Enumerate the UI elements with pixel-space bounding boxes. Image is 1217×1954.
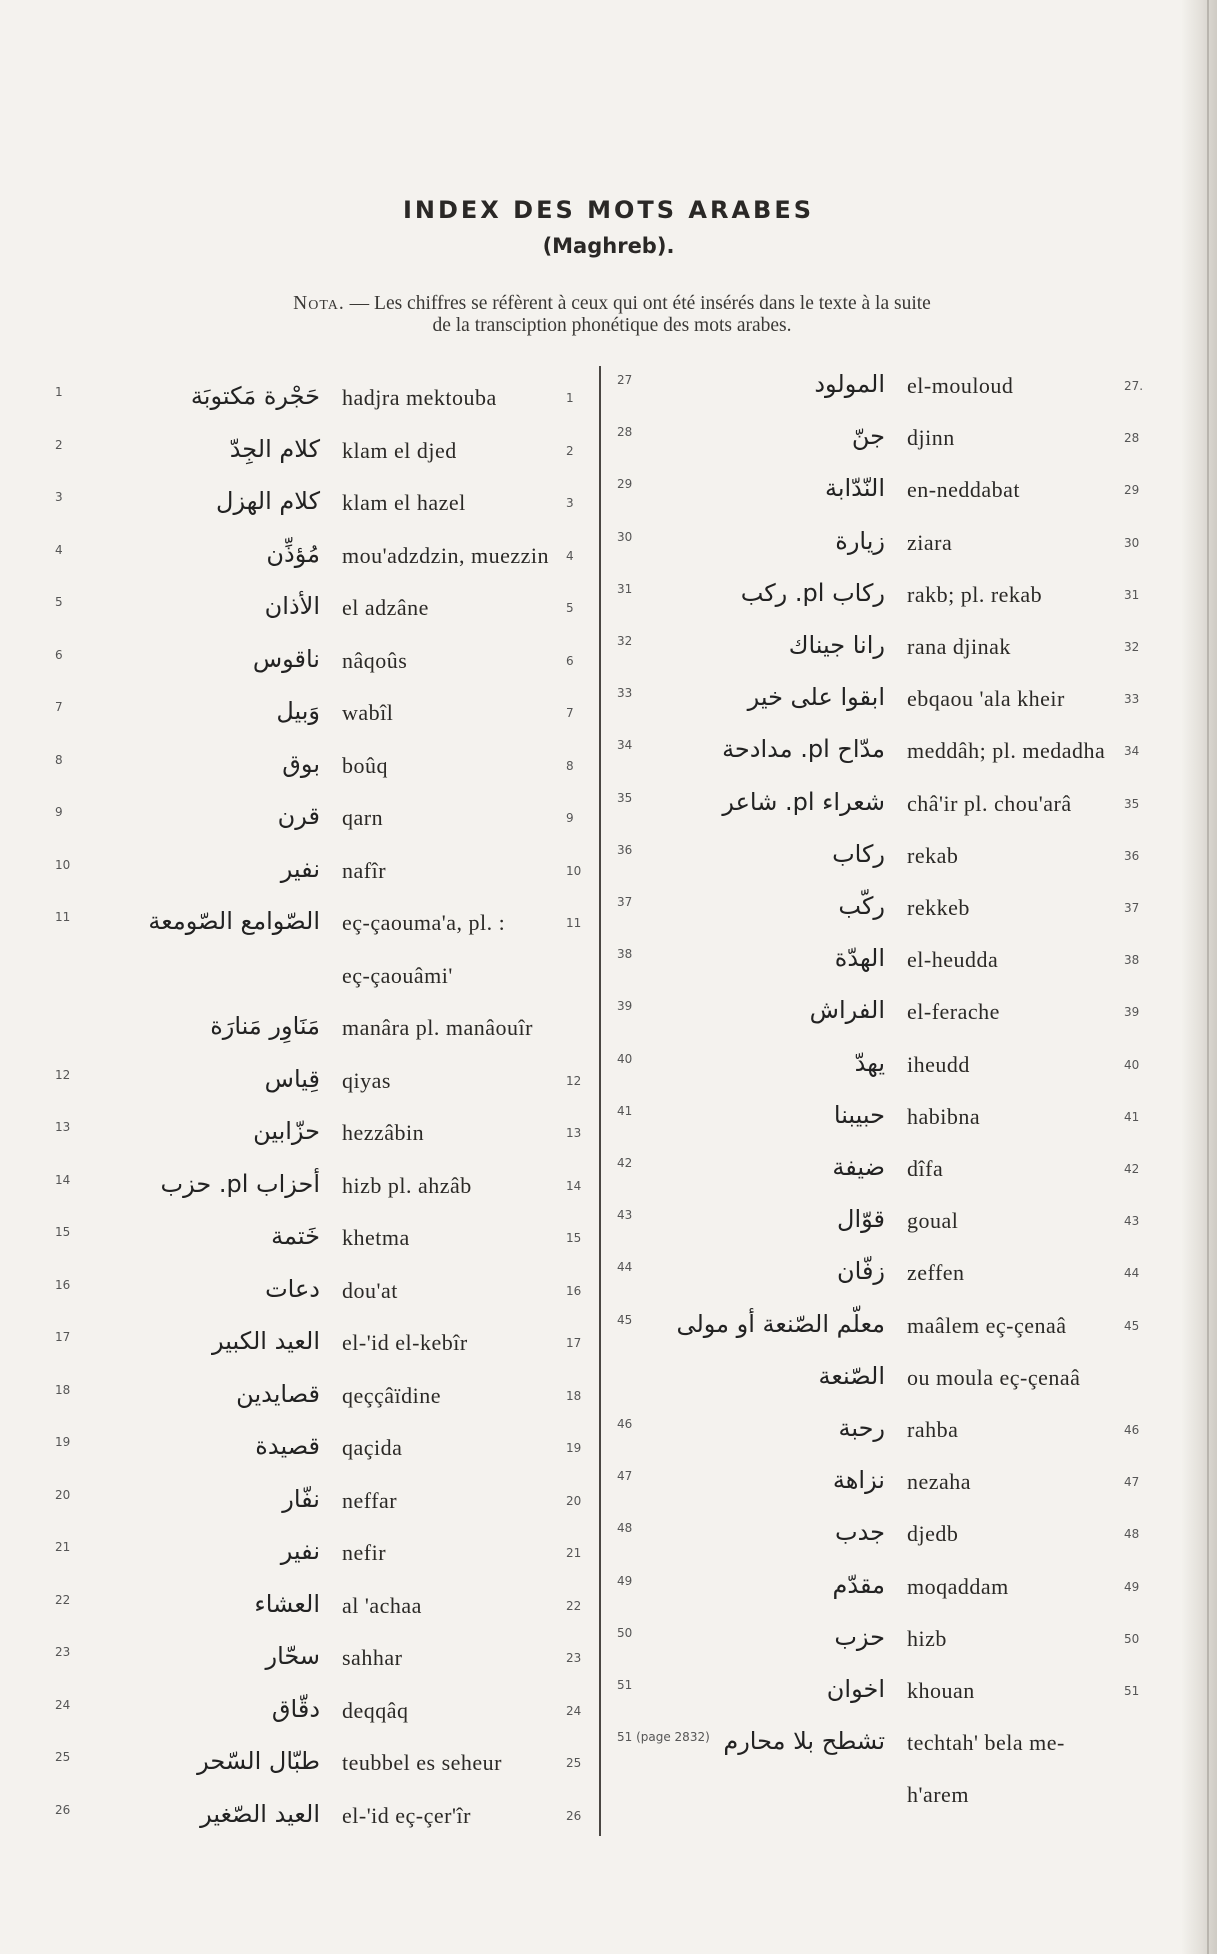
entry-number: 16	[55, 1277, 71, 1292]
transliteration: eç-çaouâmi'	[342, 962, 453, 988]
transliteration: meddâh; pl. medadha	[907, 738, 1106, 764]
reference-number: 8	[566, 758, 574, 773]
arabic-word: جنّ	[851, 422, 885, 451]
reference-number: 36	[1124, 848, 1140, 863]
transliteration: en-neddabat	[907, 477, 1020, 503]
reference-number: 42	[1124, 1162, 1140, 1176]
transliteration: nâqoûs	[342, 647, 408, 673]
reference-number: 37	[1124, 901, 1140, 915]
entry-number: 48	[617, 1521, 633, 1536]
reference-number: 23	[566, 1651, 582, 1665]
entry-number: 43	[617, 1208, 633, 1223]
entry-number: 25	[55, 1750, 71, 1764]
arabic-word: رحبة	[838, 1414, 885, 1442]
transliteration: dou'at	[342, 1277, 398, 1303]
transliteration: khetma	[342, 1225, 410, 1250]
transliteration: ziara	[907, 529, 953, 555]
index-entry	[0, 528, 1217, 558]
reference-number: 43	[1124, 1214, 1140, 1229]
transliteration: ou moula eç-çenaâ	[907, 1364, 1081, 1390]
entry-number: 12	[55, 1067, 71, 1082]
arabic-word: وَبيل	[276, 697, 320, 725]
reference-number: 7	[566, 706, 574, 720]
index-entry	[0, 1415, 1217, 1445]
entry-number: 1	[55, 385, 63, 399]
index-entry	[0, 1572, 1217, 1602]
entry-number: 3	[55, 490, 63, 504]
transliteration: rekkeb	[907, 895, 970, 920]
arabic-word: حَجْرة مَكتوبَة	[190, 382, 320, 410]
arabic-word: دعات	[265, 1274, 320, 1303]
reference-number: 34	[1124, 744, 1140, 759]
entry-number: 42	[617, 1156, 633, 1170]
transliteration: teubbel es seheur	[342, 1750, 502, 1775]
reference-number: 30	[1124, 535, 1140, 550]
reference-number: 26	[566, 1808, 582, 1823]
transliteration: qaçida	[342, 1435, 403, 1460]
transliteration: wabîl	[342, 700, 394, 725]
reference-number: 31	[1124, 587, 1140, 602]
entry-number: 35	[617, 790, 633, 805]
reference-number: 22	[566, 1598, 582, 1613]
entry-number: 20	[55, 1487, 71, 1502]
entry-number: 27	[617, 373, 633, 387]
reference-number: 15	[566, 1231, 582, 1245]
reference-number: 40	[1124, 1057, 1140, 1072]
arabic-word: العشاء	[254, 1589, 320, 1618]
transliteration: maâlem eç-çenaâ	[907, 1312, 1067, 1338]
transliteration: habibna	[907, 1103, 981, 1129]
entry-number: 6	[55, 647, 63, 662]
transliteration: hizb	[907, 1625, 947, 1651]
arabic-word: زيارة	[835, 526, 885, 555]
arabic-word: مَنَاوِر مَنارَة	[210, 1012, 320, 1040]
index-entry	[0, 841, 1217, 871]
transliteration: djedb	[907, 1521, 959, 1547]
reference-number: 41	[1124, 1109, 1140, 1124]
transliteration: el-'id el-kebîr	[342, 1330, 468, 1355]
transliteration: hezzâbin	[342, 1120, 425, 1145]
index-entry	[0, 945, 1217, 975]
entry-number: 45	[617, 1312, 633, 1327]
arabic-word: حزّابين	[253, 1117, 320, 1145]
arabic-word: قِياس	[264, 1064, 320, 1093]
index-entry	[0, 1519, 1217, 1549]
transliteration: iheudd	[907, 1051, 970, 1077]
arabic-word: نفير	[280, 1537, 320, 1565]
arabic-word: أحزاب pl. حزب	[160, 1169, 320, 1198]
index-entry	[0, 1676, 1217, 1706]
entry-number: 39	[617, 999, 633, 1014]
entry-number: 36	[617, 842, 633, 857]
reference-number: 50	[1124, 1631, 1140, 1646]
transliteration: dîfa	[907, 1156, 944, 1181]
transliteration: rahba	[907, 1417, 959, 1442]
arabic-word: ضيفة	[832, 1153, 885, 1181]
transliteration: nafîr	[342, 857, 387, 883]
arabic-word: ركاب	[832, 839, 885, 868]
index-entry	[0, 1206, 1217, 1236]
entry-number: 5	[55, 595, 63, 609]
entry-number: 14	[55, 1172, 71, 1187]
arabic-word: ركاب pl. ركب	[740, 578, 885, 607]
reference-number: 10	[566, 863, 582, 878]
arabic-word: نفّار	[282, 1484, 320, 1513]
reference-number: 5	[566, 601, 574, 615]
arabic-word: النّدّابة	[824, 474, 885, 503]
arabic-word: نفير	[280, 854, 320, 883]
transliteration: deqqâq	[342, 1697, 409, 1723]
reference-number: 17	[566, 1336, 582, 1350]
index-entry	[0, 580, 1217, 610]
index-entry	[0, 423, 1217, 453]
entry-number: 47	[617, 1469, 633, 1484]
index-entry	[0, 1624, 1217, 1654]
entry-number: 10	[55, 857, 71, 872]
index-entry	[0, 684, 1217, 714]
transliteration: moqaddam	[907, 1573, 1009, 1599]
transliteration: nezaha	[907, 1469, 972, 1495]
arabic-word: الأذان	[264, 592, 320, 620]
page-subtitle: (Maghreb).	[542, 234, 675, 258]
entry-number: 11	[55, 910, 71, 924]
arabic-word: سحّار	[265, 1642, 320, 1670]
arabic-word: ناقوس	[252, 644, 320, 673]
reference-number: 18	[566, 1388, 582, 1403]
entry-number: 46	[617, 1417, 633, 1431]
reference-number: 32	[1124, 640, 1140, 654]
reference-number: 25	[566, 1756, 582, 1770]
reference-number: 16	[566, 1283, 582, 1298]
reference-number: 9	[566, 811, 574, 825]
arabic-word: زفّان	[837, 1257, 885, 1286]
nota-line-1: — Les chiffres se réfèrent à ceux qui ont été insérés dans le texte à la suite	[344, 293, 931, 314]
arabic-word: قصيدة	[255, 1432, 320, 1460]
entry-number: 32	[617, 634, 633, 648]
index-entry	[0, 789, 1217, 819]
index-entry	[0, 736, 1217, 766]
transliteration: zeffen	[907, 1260, 965, 1286]
transliteration: eç-çaouma'a, pl. :	[342, 910, 506, 935]
arabic-word: الفراش	[809, 996, 885, 1025]
arabic-word: كلام الجِدّ	[229, 434, 320, 463]
reference-number: 48	[1124, 1527, 1140, 1542]
nota-label: Nota.	[293, 293, 345, 314]
entry-number: 28	[617, 425, 633, 440]
reference-number: 33	[1124, 692, 1140, 707]
page-title: INDEX DES MOTS ARABES	[402, 196, 815, 224]
entry-number: 51	[617, 1678, 633, 1692]
transliteration: qeççâïdine	[342, 1382, 442, 1408]
entry-number: 30	[617, 529, 633, 544]
index-entry	[0, 893, 1217, 923]
index-entry	[0, 1311, 1217, 1341]
transliteration: hadjra mektouba	[342, 385, 497, 410]
transliteration: el-heudda	[907, 947, 999, 973]
arabic-word: مُؤذِّن	[266, 539, 320, 568]
entry-number: 13	[55, 1120, 71, 1134]
reference-number: 39	[1124, 1005, 1140, 1020]
reference-number: 20	[566, 1493, 582, 1508]
arabic-word: حبيبنا	[833, 1100, 885, 1129]
reference-number: 12	[566, 1073, 582, 1088]
reference-number: 6	[566, 653, 574, 668]
reference-number: 11	[566, 916, 582, 930]
entry-number: 17	[55, 1330, 71, 1344]
entry-number: 19	[55, 1435, 71, 1449]
index-entry	[0, 1050, 1217, 1080]
entry-number: 15	[55, 1225, 71, 1239]
reference-number: 14	[566, 1178, 582, 1193]
arabic-word: اخوان	[826, 1675, 885, 1703]
entry-number: 8	[55, 752, 63, 767]
nota-line-2: de la transciption phonétique des mots arabes.	[432, 315, 792, 336]
reference-number: 29	[1124, 483, 1140, 498]
index-entry	[0, 1363, 1217, 1393]
reference-number: 24	[566, 1703, 582, 1718]
transliteration: el adzâne	[342, 595, 429, 620]
reference-number: 4	[566, 548, 574, 563]
transliteration: djinn	[907, 425, 955, 451]
transliteration: el-ferache	[907, 999, 1000, 1025]
reference-number: 2	[566, 443, 574, 458]
transliteration: qiyas	[342, 1067, 391, 1093]
entry-number: 50	[617, 1625, 633, 1640]
arabic-word: المولود	[814, 370, 885, 398]
entry-number: 51 (page 2832)	[617, 1730, 710, 1745]
index-entry	[0, 371, 1217, 401]
transliteration: ebqaou 'ala kheir	[907, 686, 1065, 712]
arabic-word: الهدّة	[834, 944, 885, 973]
reference-number: 3	[566, 496, 574, 510]
index-entry	[0, 1258, 1217, 1288]
transliteration: neffar	[342, 1487, 398, 1513]
arabic-word: الصّنعة	[818, 1361, 885, 1390]
transliteration: khouan	[907, 1678, 975, 1703]
transliteration: nefir	[342, 1540, 387, 1565]
reference-number: 35	[1124, 796, 1140, 811]
index-entry	[0, 1102, 1217, 1132]
index-entry	[0, 1467, 1217, 1497]
transliteration: h'arem	[907, 1782, 969, 1808]
transliteration: sahhar	[342, 1645, 403, 1670]
arabic-word: حزب	[834, 1622, 885, 1651]
index-entry	[0, 632, 1217, 662]
arabic-word: الصّوامع الصّومعة	[148, 907, 320, 935]
entry-number: 34	[617, 738, 633, 753]
entry-number: 4	[55, 542, 63, 557]
transliteration: châ'ir pl. chou'arâ	[907, 790, 1072, 816]
entry-number: 21	[55, 1540, 71, 1554]
transliteration: rekab	[907, 842, 959, 868]
entry-number: 37	[617, 895, 633, 909]
entry-number: 24	[55, 1697, 71, 1712]
transliteration: rakb; pl. rekab	[907, 581, 1043, 607]
transliteration: klam el djed	[342, 437, 457, 463]
reference-number: 49	[1124, 1579, 1140, 1594]
reference-number: 47	[1124, 1475, 1140, 1490]
arabic-word: العيد الصّغير	[200, 1799, 320, 1828]
entry-number: 26	[55, 1802, 71, 1817]
arabic-word: جدب	[834, 1518, 885, 1547]
transliteration: mou'adzdzin, muezzin	[342, 542, 550, 568]
arabic-word: مدّاح pl. مدادحة	[722, 735, 885, 764]
reference-number: 19	[566, 1441, 582, 1455]
entry-number: 29	[617, 477, 633, 492]
reference-number: 44	[1124, 1266, 1140, 1281]
transliteration: techtah' bela me-	[907, 1730, 1065, 1756]
index-entry	[0, 997, 1217, 1027]
entry-number: 40	[617, 1051, 633, 1066]
arabic-word: دقّاق	[271, 1694, 320, 1723]
index-entry	[0, 1728, 1217, 1758]
reference-number: 38	[1124, 953, 1140, 968]
arabic-word: بوق	[282, 749, 320, 778]
index-entry	[0, 475, 1217, 505]
index-entry	[0, 1780, 1217, 1810]
arabic-word: طبّال السّحر	[197, 1747, 320, 1775]
entry-number: 18	[55, 1382, 71, 1397]
transliteration: al 'achaa	[342, 1592, 422, 1618]
arabic-word: ركّب	[838, 892, 885, 920]
arabic-word: نزاهة	[832, 1466, 885, 1495]
reference-number: 45	[1124, 1318, 1140, 1333]
transliteration: rana djinak	[907, 634, 1011, 659]
nota-paragraph	[172, 293, 1052, 337]
entry-number: 9	[55, 805, 63, 819]
arabic-word: يهدّ	[854, 1048, 885, 1077]
reference-number: 46	[1124, 1423, 1140, 1437]
transliteration: klam el hazel	[342, 490, 466, 515]
arabic-word: العيد الكبير	[212, 1327, 320, 1355]
reference-number: 51	[1124, 1684, 1140, 1698]
arabic-word: رانا جيناك	[788, 631, 885, 659]
index-entry	[0, 1154, 1217, 1184]
entry-number: 7	[55, 700, 63, 714]
transliteration: el-mouloud	[907, 373, 1014, 398]
arabic-word: مقدّم	[832, 1570, 885, 1599]
entry-number: 23	[55, 1645, 71, 1659]
transliteration: goual	[907, 1208, 959, 1234]
arabic-word: قصايدين	[236, 1379, 320, 1408]
transliteration: el-'id eç-çer'îr	[342, 1802, 471, 1828]
arabic-word: ابقوا على خير	[747, 683, 885, 712]
arabic-word: خَتمة	[271, 1222, 320, 1250]
entry-number: 33	[617, 686, 633, 701]
entry-number: 44	[617, 1260, 633, 1275]
arabic-word: شعراء pl. شاعر	[722, 787, 885, 816]
transliteration: boûq	[342, 752, 388, 778]
entry-number: 22	[55, 1592, 71, 1607]
arabic-word: قوّال	[837, 1205, 885, 1234]
entry-number: 31	[617, 581, 633, 596]
reference-number: 27.	[1124, 379, 1144, 393]
entry-number: 49	[617, 1573, 633, 1588]
transliteration: hizb pl. ahzâb	[342, 1172, 472, 1198]
reference-number: 13	[566, 1126, 582, 1140]
entry-number: 38	[617, 947, 633, 962]
reference-number: 28	[1124, 431, 1140, 446]
reference-number: 21	[566, 1546, 582, 1560]
arabic-word: كلام الهزل	[216, 487, 320, 515]
entry-number: 41	[617, 1103, 633, 1118]
transliteration: qarn	[342, 805, 384, 830]
transliteration: manâra pl. manâouîr	[342, 1015, 533, 1040]
arabic-word: معلّم الصّنعة أو مولى	[676, 1309, 885, 1338]
arabic-word: تشطح بلا محارم	[723, 1727, 885, 1756]
arabic-word: قرن	[277, 802, 320, 830]
reference-number: 1	[566, 391, 574, 405]
entry-number: 2	[55, 437, 63, 452]
